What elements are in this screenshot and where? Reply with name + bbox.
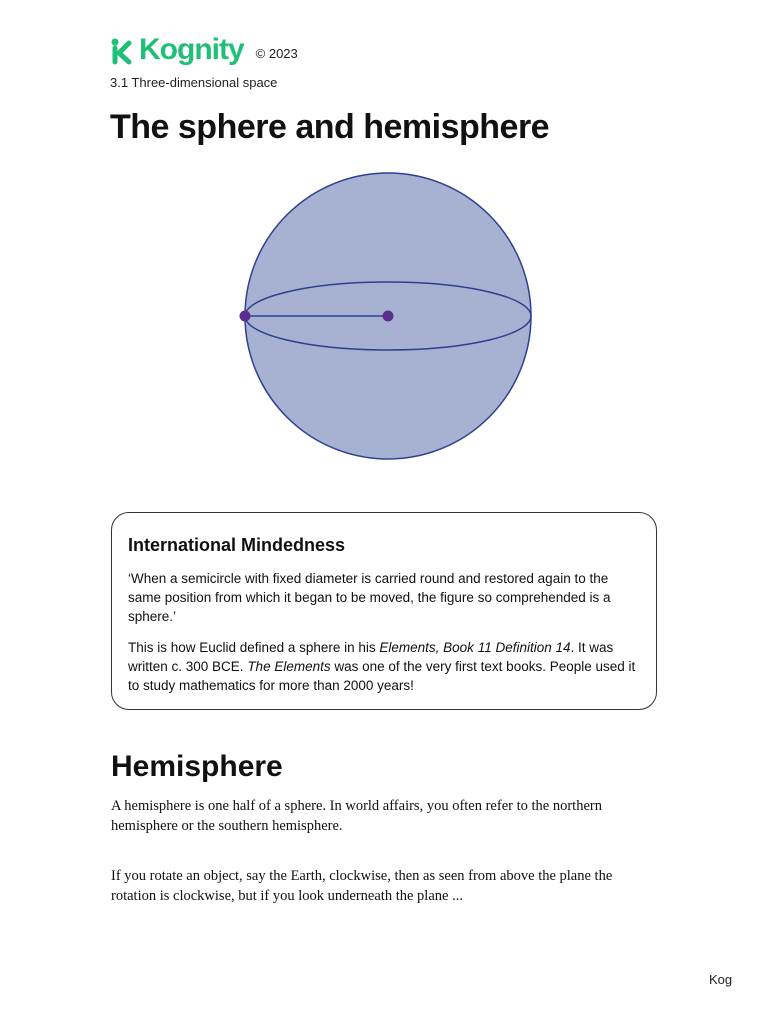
brand-name: Kognity xyxy=(139,33,244,66)
sphere-center-point xyxy=(383,311,394,322)
hemisphere-heading: Hemisphere xyxy=(111,750,283,783)
box-title: International Mindedness xyxy=(128,535,346,555)
page-title: The sphere and hemisphere xyxy=(110,108,550,146)
euclid-quote: ‘When a semicircle with fixed diameter is carried round and restored again to the same position from which it began to be moved, the figure so comprehended is a sphere.’ xyxy=(128,571,611,624)
elements-title: The Elements xyxy=(247,659,331,674)
book-title: Elements, Book 11 Definition 14 xyxy=(379,640,571,655)
footer-brand: Kog xyxy=(709,972,733,987)
sphere-edge-point xyxy=(240,311,251,322)
hemisphere-paragraph-2: If you rotate an object, say the Earth, clockwise, then as seen from above the plane the rotation is clockwise, but if you look underneath the plane ... xyxy=(111,868,613,904)
header xyxy=(109,33,298,67)
kognity-logo-icon xyxy=(109,35,143,65)
euclid-paragraph: This is how Euclid defined a sphere in his Elements, Book 11 Definition 14. It was written c. 300 BCE. The Elements was one of the very first text books. People used it to study mathematics for more than 2000 years! xyxy=(128,640,636,693)
international-mindedness-box xyxy=(111,512,657,710)
breadcrumb: 3.1 Three-dimensional space xyxy=(110,75,278,90)
copyright: © 2023 xyxy=(255,45,298,61)
sphere-diagram xyxy=(230,170,550,470)
hemisphere-paragraph-1: A hemisphere is one half of a sphere. In world affairs, you often refer to the northern hemisphere or the southern hemisphere. xyxy=(111,798,602,834)
